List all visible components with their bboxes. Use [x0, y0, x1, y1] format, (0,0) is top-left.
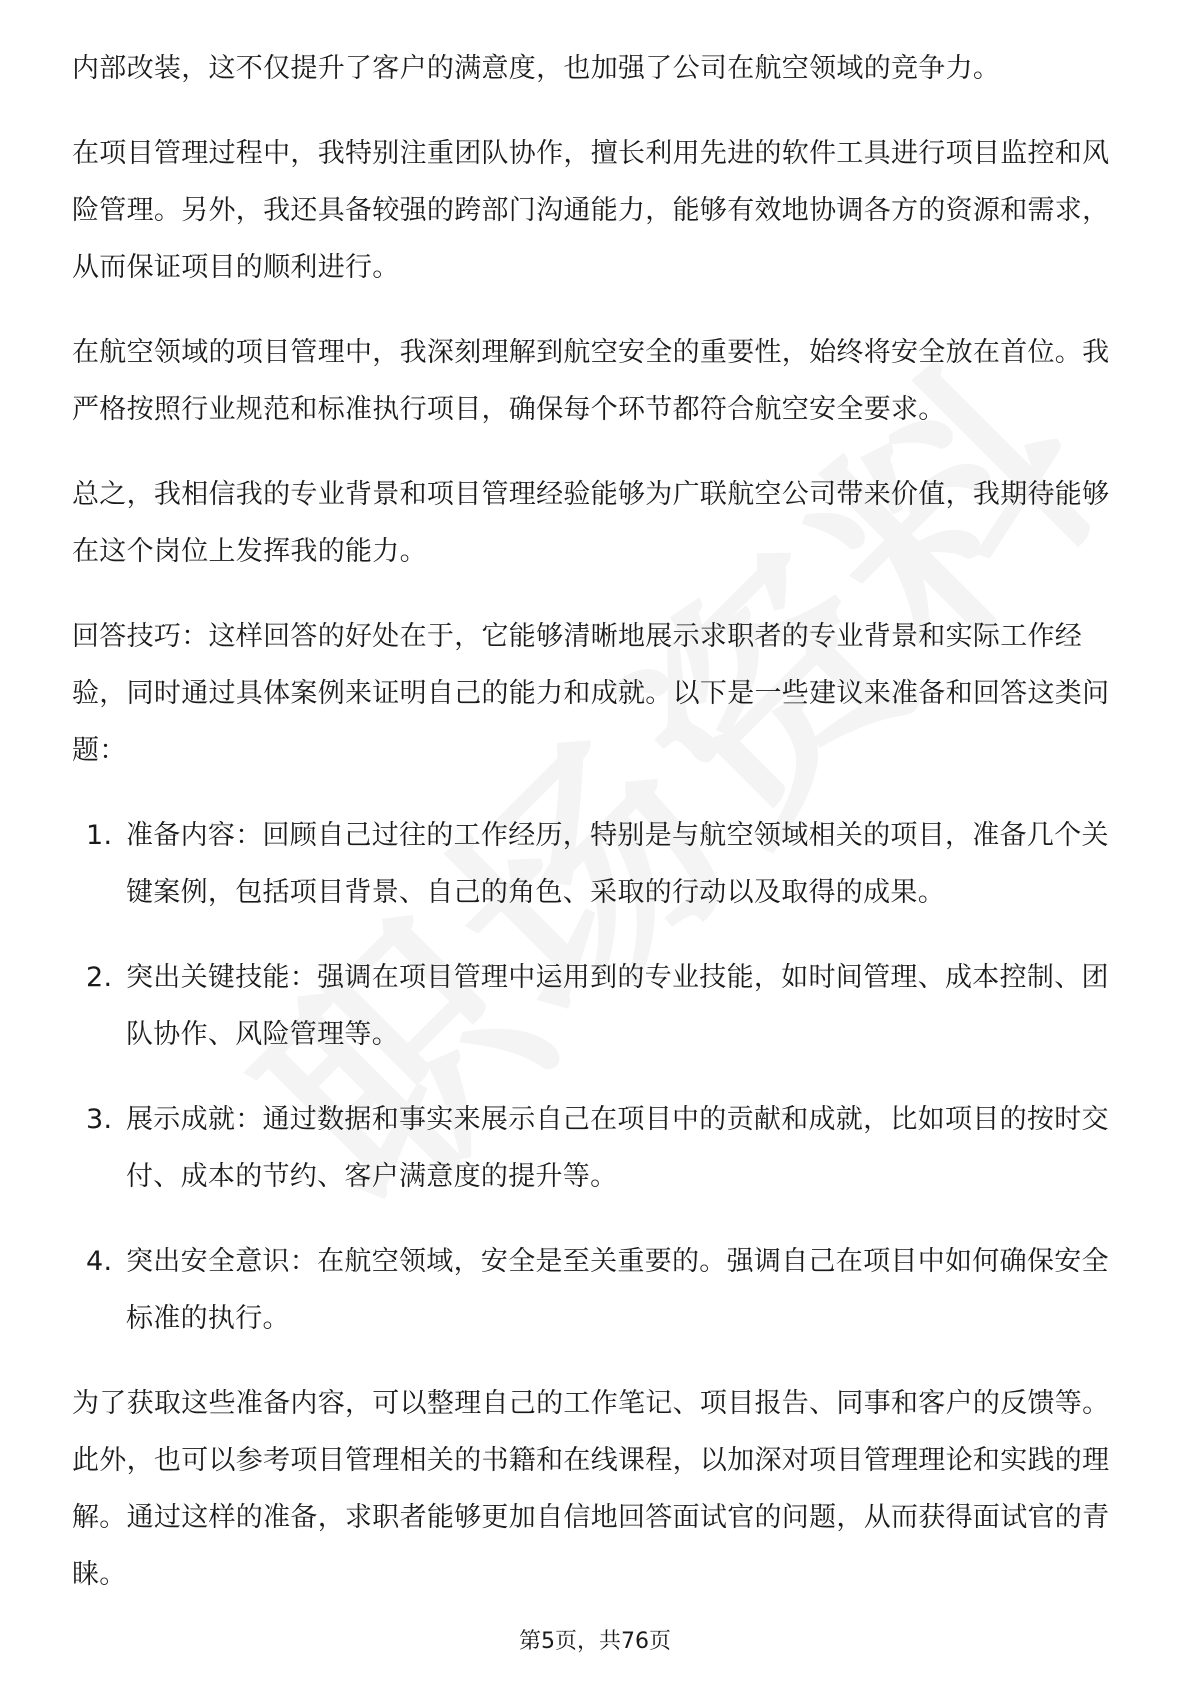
list-text: 展示成就：通过数据和事实来展示自己在项目中的贡献和成就，比如项目的按时交付、成本的节约、客户满意度的提升等。 [126, 1104, 1109, 1192]
list-item [72, 949, 1122, 1063]
list-number: 4. [86, 1246, 113, 1277]
list-item [72, 807, 1122, 921]
document-body [72, 40, 1122, 1631]
closing-paragraph: 为了获取这些准备内容，可以整理自己的工作笔记、项目报告、同事和客户的反馈等。此外，也可以参考项目管理相关的书籍和在线课程，以加深对项目管理理论和实践的理解。通过这样的准备，求职者能够更加自信地回答面试官的问题，从而获得面试官的青睐。 [72, 1388, 1110, 1590]
list-number: 1. [86, 820, 113, 851]
list-number: 3. [86, 1104, 113, 1135]
paragraph: 总之，我相信我的专业背景和项目管理经验能够为广联航空公司带来价值，我期待能够在这个岗位上发挥我的能力。 [72, 479, 1110, 567]
paragraph: 内部改装，这不仅提升了客户的满意度，也加强了公司在航空领域的竞争力。 [72, 53, 1001, 84]
list-text: 准备内容：回顾自己过往的工作经历，特别是与航空领域相关的项目，准备几个关键案例，包括项目背景、自己的角色、采取的行动以及取得的成果。 [126, 820, 1109, 908]
paragraph: 在项目管理过程中，我特别注重团队协作，擅长利用先进的软件工具进行项目监控和风险管理。另外，我还具备较强的跨部门沟通能力，能够有效地协调各方的资源和需求，从而保证项目的顺利进行。 [72, 138, 1110, 283]
paragraph: 回答技巧：这样回答的好处在于，它能够清晰地展示求职者的专业背景和实际工作经验，同时通过具体案例来证明自己的能力和成就。以下是一些建议来准备和回答这类问题： [72, 621, 1110, 766]
page-footer: 第5页，共76页 [519, 1629, 671, 1654]
list-item [72, 1091, 1122, 1205]
list-item [72, 1233, 1122, 1347]
list-number: 2. [86, 962, 113, 993]
tips-list [72, 807, 1122, 1347]
list-text: 突出安全意识：在航空领域，安全是至关重要的。强调自己在项目中如何确保安全标准的执行。 [126, 1246, 1109, 1334]
list-text: 突出关键技能：强调在项目管理中运用到的专业技能，如时间管理、成本控制、团队协作、风险管理等。 [126, 962, 1109, 1050]
paragraph: 在航空领域的项目管理中，我深刻理解到航空安全的重要性，始终将安全放在首位。我严格按照行业规范和标准执行项目，确保每个环节都符合航空安全要求。 [72, 337, 1110, 425]
